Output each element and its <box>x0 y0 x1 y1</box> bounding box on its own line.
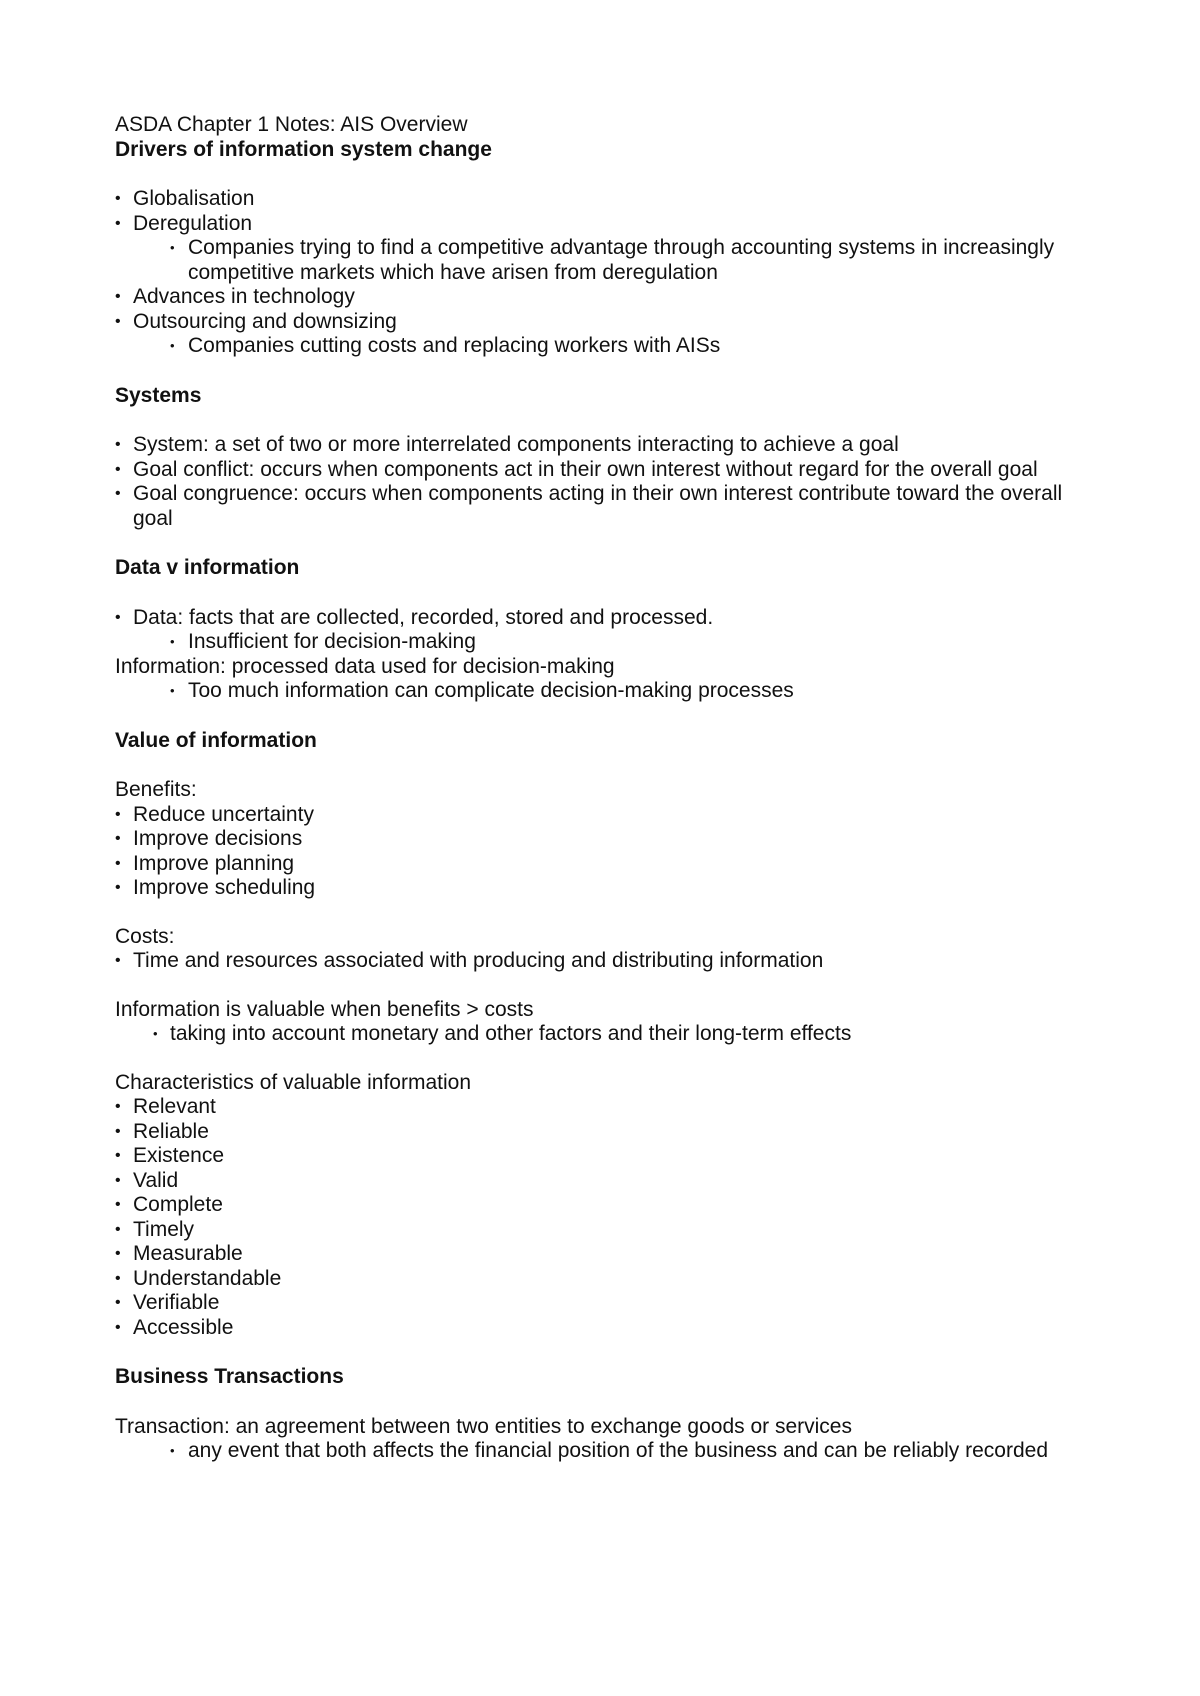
bullet-list <box>115 187 1075 359</box>
list-item: • Existence <box>115 1144 1075 1169</box>
section-transactions <box>115 1365 1075 1464</box>
sub-list-item: • Insufficient for decision-making <box>115 630 1075 655</box>
costs-label: Costs: <box>115 924 175 948</box>
transaction-definition: Transaction: an agreement between two entities to exchange goods or services <box>115 1414 852 1438</box>
list-item: • Verifiable <box>115 1291 1075 1316</box>
list-item: • Improve decisions <box>115 827 1075 852</box>
list-item: • Advances in technology <box>115 285 1075 310</box>
list-item: • System: a set of two or more interrelated components interacting to achieve a goal <box>115 433 1075 458</box>
section-heading: Business Transactions <box>115 1365 344 1388</box>
list-item: • Goal congruence: occurs when components acting in their own interest contribute toward the overall goal <box>115 482 1075 531</box>
list-item: • Outsourcing and downsizing <box>115 310 1075 335</box>
bullet-list <box>115 679 1075 704</box>
list-item: • Measurable <box>115 1242 1075 1267</box>
bullet-list <box>115 433 1075 531</box>
valuable-line: Information is valuable when benefits > costs <box>115 997 534 1021</box>
section-data-info <box>115 556 1075 704</box>
list-item: • Goal conflict: occurs when components act in their own interest without regard for the overall goal <box>115 458 1075 483</box>
list-item: • Globalisation <box>115 187 1075 212</box>
spacer <box>115 974 1075 998</box>
list-item: • Time and resources associated with producing and distributing information <box>115 949 1075 974</box>
list-item: • Reliable <box>115 1120 1075 1145</box>
sub-list-item: • any event that both affects the financial position of the business and can be reliably recorded <box>115 1439 1075 1464</box>
bullet-list <box>115 1022 1075 1047</box>
list-item: • Valid <box>115 1169 1075 1194</box>
sub-list-item: • Companies trying to find a competitive advantage through accounting systems in increasingly competitive markets which have arisen from deregulation <box>115 236 1075 285</box>
characteristics-label: Characteristics of valuable information <box>115 1070 471 1094</box>
list-item: • Understandable <box>115 1267 1075 1292</box>
bullet-list <box>115 1439 1075 1464</box>
section-heading: Systems <box>115 383 202 407</box>
section-value <box>115 729 1075 1341</box>
section-heading: Drivers of information system change <box>115 137 492 161</box>
characteristics-list <box>115 1095 1075 1340</box>
document-title: ASDA Chapter 1 Notes: AIS Overview <box>115 113 468 136</box>
section-heading: Value of information <box>115 728 317 752</box>
list-item: • Improve planning <box>115 852 1075 877</box>
benefits-list <box>115 803 1075 901</box>
costs-list <box>115 949 1075 974</box>
section-heading: Data v information <box>115 556 300 579</box>
section-drivers <box>115 138 1075 359</box>
list-item: • Reduce uncertainty <box>115 803 1075 828</box>
list-item: • Timely <box>115 1218 1075 1243</box>
list-item: • Accessible <box>115 1316 1075 1341</box>
benefits-label: Benefits: <box>115 778 197 801</box>
bullet-list <box>115 606 1075 655</box>
list-item: • Improve scheduling <box>115 876 1075 901</box>
sub-list-item: • Too much information can complicate decision-making processes <box>115 679 1075 704</box>
list-item: • Relevant <box>115 1095 1075 1120</box>
list-item: • Data: facts that are collected, recorded, stored and processed. <box>115 606 1075 631</box>
section-systems <box>115 384 1075 532</box>
information-definition: Information: processed data used for decision-making <box>115 654 615 678</box>
document-page <box>115 113 1075 1489</box>
list-item: • Complete <box>115 1193 1075 1218</box>
spacer <box>115 901 1075 925</box>
sub-list-item: • taking into account monetary and other factors and their long-term effects <box>115 1022 1075 1047</box>
sub-list-item: • Companies cutting costs and replacing workers with AISs <box>115 334 1075 359</box>
list-item: • Deregulation <box>115 212 1075 237</box>
spacer <box>115 1047 1075 1071</box>
